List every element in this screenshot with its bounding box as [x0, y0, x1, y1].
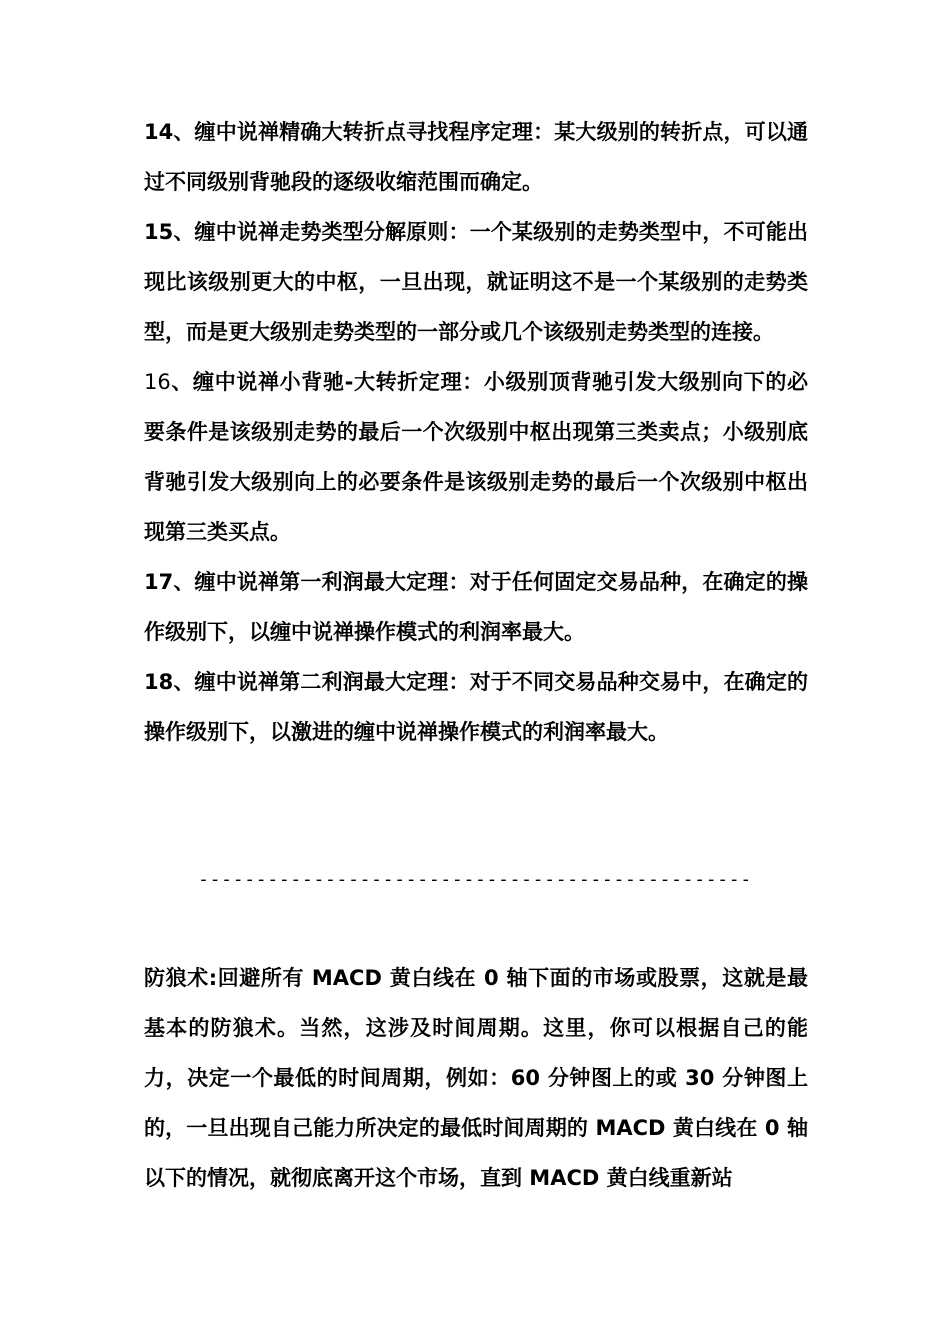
theorem-18-number: 18 — [144, 670, 174, 694]
theorem-14 — [144, 107, 808, 207]
dashed-separator: ------------------------------------------------ — [198, 869, 752, 890]
theorem-list — [144, 107, 808, 757]
theorem-17-number: 17 — [144, 570, 174, 594]
theorem-18-text: 、缠中说禅第二利润最大定理：对于不同交易品种交易中，在确定的操作级别下，以激进的缠中说禅操作模式的利润率最大。 — [144, 670, 808, 744]
theorem-16 — [144, 357, 808, 557]
theorem-16-text: 、缠中说禅小背驰-大转折定理：小级别顶背驰引发大级别向下的必要条件是该级别走势的最后一个次级别中枢出现第三类卖点；小级别底背驰引发大级别向上的必要条件是该级别走势的最后一个次级别中枢出现第三类买点。 — [144, 370, 808, 544]
theorem-15-text: 、缠中说禅走势类型分解原则：一个某级别的走势类型中，不可能出现比该级别更大的中枢，一旦出现，就证明这不是一个某级别的走势类型，而是更大级别走势类型的一部分或几个该级别走势类型的连接。 — [144, 220, 808, 344]
theorem-15-number: 15 — [144, 220, 174, 244]
wolf-defense-section — [144, 953, 808, 1203]
wolf-defense-paragraph: 防狼术:回避所有 MACD 黄白线在 0 轴下面的市场或股票，这就是最基本的防狼术。当然，这涉及时间周期。这里，你可以根据自己的能力，决定一个最低的时间周期，例如：60 分钟图上的或 30 分钟图上的，一旦出现自己能力所决定的最低时间周期的 MACD 黄白线在 0 轴以下的情况，就彻底离开这个市场，直到 MACD 黄白线重新站 — [144, 966, 808, 1190]
theorem-17-text: 、缠中说禅第一利润最大定理：对于任何固定交易品种，在确定的操作级别下，以缠中说禅操作模式的利润率最大。 — [144, 570, 808, 644]
theorem-14-text: 、缠中说禅精确大转折点寻找程序定理：某大级别的转折点，可以通过不同级别背驰段的逐级收缩范围而确定。 — [144, 120, 808, 194]
theorem-16-number: 16 — [144, 370, 171, 394]
theorem-15 — [144, 207, 808, 357]
theorem-17 — [144, 557, 808, 657]
theorem-18 — [144, 657, 808, 757]
theorem-14-number: 14 — [144, 120, 174, 144]
